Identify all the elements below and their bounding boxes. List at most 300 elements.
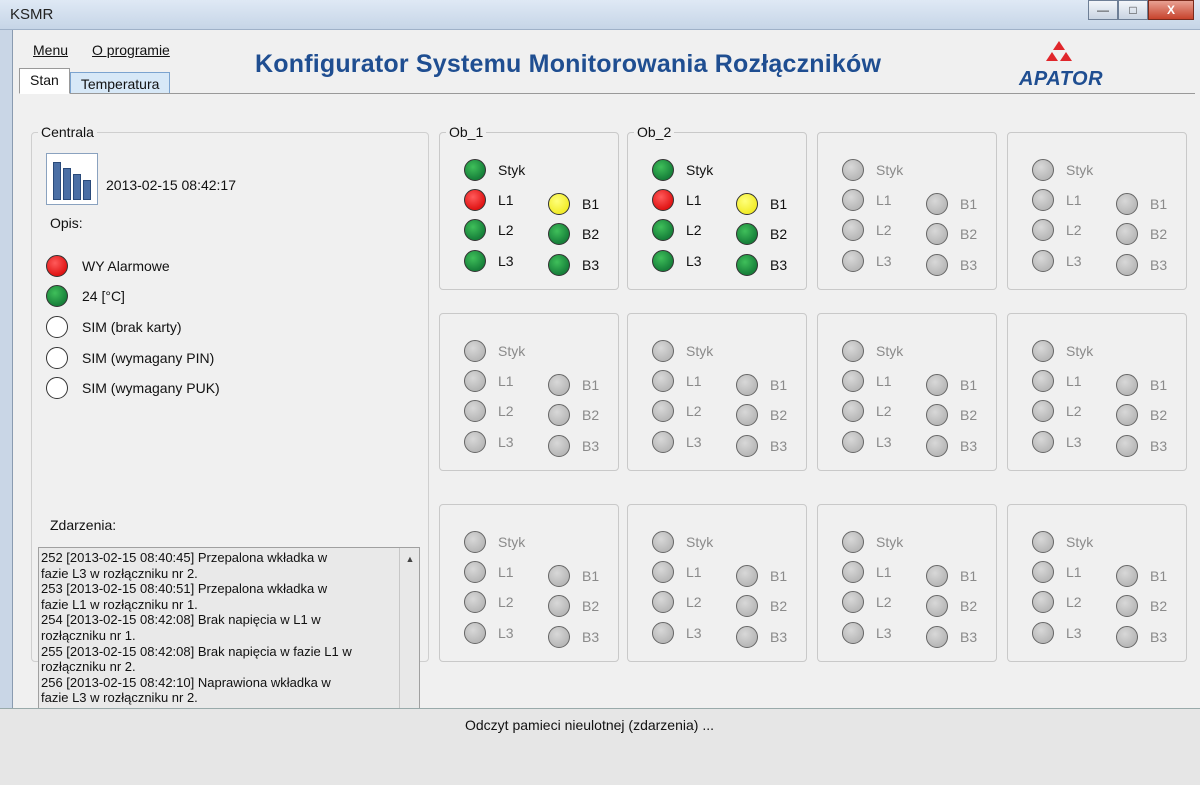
menu-item-menu[interactable]: Menu — [33, 42, 69, 58]
centrala-group — [31, 124, 429, 706]
led-indicator — [926, 435, 948, 457]
object-panel-11 — [817, 504, 997, 662]
led-indicator — [842, 250, 864, 272]
led-indicator — [1032, 159, 1054, 181]
indicator-label: L1 — [498, 192, 514, 208]
indicator-label: L3 — [1066, 434, 1082, 450]
led-indicator — [46, 255, 68, 277]
close-button[interactable]: X — [1148, 0, 1194, 20]
indicator-label: L1 — [498, 373, 514, 389]
led-indicator — [926, 626, 948, 648]
led-indicator — [464, 531, 486, 553]
led-indicator — [1032, 250, 1054, 272]
menu-item-o-programie[interactable]: O programie — [92, 42, 170, 58]
indicator-label: L3 — [498, 253, 514, 269]
indicator-label: B1 — [770, 377, 788, 393]
led-indicator — [652, 370, 674, 392]
led-indicator — [652, 219, 674, 241]
indicator-b2 — [926, 223, 977, 245]
indicator-b3 — [1116, 435, 1167, 457]
indicator-label: B1 — [960, 196, 978, 212]
led-indicator — [548, 374, 570, 396]
indicator-l1 — [842, 189, 892, 211]
led-indicator — [1116, 626, 1138, 648]
led-indicator — [46, 347, 68, 369]
event-line: fazie L3 w rozłączniku nr 2. — [41, 690, 198, 706]
indicator-label: L3 — [686, 253, 702, 269]
led-indicator — [736, 374, 758, 396]
indicator-b2 — [548, 595, 599, 617]
indicator-b2 — [736, 595, 787, 617]
led-indicator — [548, 223, 570, 245]
indicator-styk — [652, 531, 713, 553]
object-panel-4 — [1007, 132, 1187, 290]
object-panel-legend: Ob_1 — [446, 124, 486, 140]
window-titlebar — [0, 0, 1200, 30]
indicator-label: B2 — [960, 226, 978, 242]
event-line: 255 [2013-02-15 08:42:08] Brak napięcia w fazie L1 w — [41, 643, 352, 659]
led-indicator — [842, 219, 864, 241]
led-indicator — [926, 374, 948, 396]
status-sim-brak-karty — [46, 316, 182, 338]
indicator-b2 — [926, 595, 977, 617]
led-indicator — [548, 626, 570, 648]
indicator-label: B1 — [770, 568, 788, 584]
status-bar — [0, 708, 1200, 785]
indicator-label: Styk — [1066, 534, 1094, 550]
centrala-timestamp: 2013-02-15 08:42:17 — [106, 177, 236, 193]
indicator-b3 — [1116, 254, 1167, 276]
indicator-label: B1 — [582, 568, 600, 584]
led-indicator — [1116, 193, 1138, 215]
indicator-l2 — [652, 219, 702, 241]
led-indicator — [464, 219, 486, 241]
led-indicator — [842, 370, 864, 392]
object-panel-6 — [627, 313, 807, 471]
events-label: Zdarzenia: — [50, 517, 117, 533]
indicator-b1 — [736, 193, 787, 215]
led-indicator — [1032, 400, 1054, 422]
indicator-label: L1 — [876, 373, 892, 389]
led-indicator — [926, 193, 948, 215]
led-indicator — [1116, 404, 1138, 426]
bar-chart-icon — [46, 153, 98, 205]
status-label: WY Alarmowe — [82, 258, 170, 274]
apator-logo-icon — [1045, 40, 1073, 66]
event-line: 252 [2013-02-15 08:40:45] Przepalona wkładka w — [41, 550, 328, 565]
led-indicator — [548, 435, 570, 457]
indicator-l1 — [1032, 189, 1082, 211]
indicator-label: Styk — [876, 162, 904, 178]
led-indicator — [548, 595, 570, 617]
object-panel-10 — [627, 504, 807, 662]
indicator-label: B2 — [1150, 407, 1168, 423]
led-indicator — [464, 400, 486, 422]
event-line: fazie L3 w rozłączniku nr 2. — [41, 565, 198, 581]
led-indicator — [464, 189, 486, 211]
indicator-l2 — [842, 400, 892, 422]
led-indicator — [1116, 254, 1138, 276]
indicator-label: L3 — [1066, 625, 1082, 641]
led-indicator — [1032, 431, 1054, 453]
indicator-styk — [842, 159, 903, 181]
led-indicator — [926, 223, 948, 245]
indicator-styk — [1032, 531, 1093, 553]
indicator-b1 — [548, 565, 599, 587]
indicator-styk — [1032, 340, 1093, 362]
led-indicator — [1032, 531, 1054, 553]
led-indicator — [736, 565, 758, 587]
indicator-b2 — [548, 223, 599, 245]
indicator-label: L2 — [1066, 222, 1082, 238]
led-indicator — [652, 431, 674, 453]
led-indicator — [1116, 223, 1138, 245]
indicator-l3 — [842, 622, 892, 644]
indicator-label: L2 — [498, 594, 514, 610]
indicator-b2 — [1116, 404, 1167, 426]
indicator-b2 — [926, 404, 977, 426]
led-indicator — [736, 626, 758, 648]
indicator-l2 — [1032, 400, 1082, 422]
status-temperature — [46, 285, 125, 307]
led-indicator — [548, 404, 570, 426]
led-indicator — [548, 254, 570, 276]
led-indicator — [926, 404, 948, 426]
indicator-label: B3 — [582, 629, 600, 645]
indicator-label: Styk — [498, 534, 526, 550]
indicator-l3 — [1032, 622, 1082, 644]
led-indicator — [1032, 622, 1054, 644]
indicator-label: L1 — [498, 564, 514, 580]
indicator-label: Styk — [876, 534, 904, 550]
indicator-label: L1 — [1066, 373, 1082, 389]
led-indicator — [464, 250, 486, 272]
status-label: 24 [°C] — [82, 288, 125, 304]
indicator-label: B3 — [1150, 257, 1168, 273]
led-indicator — [652, 622, 674, 644]
indicator-label: B3 — [960, 438, 978, 454]
indicator-b1 — [736, 374, 787, 396]
led-indicator — [652, 531, 674, 553]
indicator-l2 — [1032, 219, 1082, 241]
indicator-l1 — [652, 370, 702, 392]
led-indicator — [736, 595, 758, 617]
indicator-b1 — [926, 374, 977, 396]
object-panel-7 — [817, 313, 997, 471]
events-list — [41, 550, 393, 706]
object-panel-3 — [817, 132, 997, 290]
indicator-label: L3 — [876, 253, 892, 269]
centrala-legend: Centrala — [38, 124, 97, 140]
led-indicator — [736, 254, 758, 276]
led-indicator — [842, 431, 864, 453]
indicator-label: Styk — [876, 343, 904, 359]
indicator-label: B2 — [960, 407, 978, 423]
indicator-label: Styk — [1066, 162, 1094, 178]
indicator-b1 — [1116, 374, 1167, 396]
indicator-b3 — [926, 626, 977, 648]
indicator-label: B1 — [770, 196, 788, 212]
indicator-l3 — [1032, 431, 1082, 453]
led-indicator — [842, 561, 864, 583]
indicator-label: Styk — [1066, 343, 1094, 359]
indicator-l3 — [464, 250, 514, 272]
indicator-label: B3 — [960, 257, 978, 273]
led-indicator — [652, 340, 674, 362]
object-panel-5 — [439, 313, 619, 471]
tab-temperatura[interactable]: Temperatura — [70, 72, 171, 94]
indicator-label: B3 — [960, 629, 978, 645]
indicator-label: L3 — [686, 625, 702, 641]
indicator-label: L3 — [498, 625, 514, 641]
indicator-label: L1 — [1066, 192, 1082, 208]
indicator-b2 — [548, 404, 599, 426]
led-indicator — [652, 561, 674, 583]
event-line: 254 [2013-02-15 08:42:08] Brak napięcia w L1 w — [41, 612, 321, 628]
indicator-l2 — [842, 219, 892, 241]
led-indicator — [46, 285, 68, 307]
indicator-b2 — [1116, 595, 1167, 617]
tab-divider — [19, 93, 1195, 94]
indicator-l1 — [652, 561, 702, 583]
opis-label: Opis: — [50, 215, 83, 231]
indicator-label: B3 — [770, 438, 788, 454]
indicator-label: L2 — [686, 222, 702, 238]
status-sim-puk — [46, 377, 220, 399]
led-indicator — [46, 377, 68, 399]
window-title: KSMR — [10, 6, 54, 23]
main-window — [12, 30, 1200, 708]
indicator-label: L3 — [686, 434, 702, 450]
indicator-b1 — [1116, 565, 1167, 587]
indicator-l3 — [842, 431, 892, 453]
indicator-b3 — [926, 254, 977, 276]
indicator-label: L3 — [876, 434, 892, 450]
indicator-l3 — [464, 431, 514, 453]
led-indicator — [1032, 189, 1054, 211]
indicator-label: L1 — [686, 564, 702, 580]
led-indicator — [842, 622, 864, 644]
indicator-label: L1 — [1066, 564, 1082, 580]
indicator-label: B2 — [770, 598, 788, 614]
led-indicator — [464, 159, 486, 181]
indicator-label: L2 — [686, 403, 702, 419]
led-indicator — [1032, 591, 1054, 613]
indicator-l1 — [464, 370, 514, 392]
object-panel-9 — [439, 504, 619, 662]
led-indicator — [736, 193, 758, 215]
indicator-label: B1 — [582, 196, 600, 212]
indicator-b1 — [1116, 193, 1167, 215]
led-indicator — [652, 189, 674, 211]
indicator-label: Styk — [686, 343, 714, 359]
led-indicator — [652, 400, 674, 422]
status-label: SIM (wymagany PIN) — [82, 350, 215, 366]
indicator-styk — [842, 531, 903, 553]
status-label: SIM (brak karty) — [82, 319, 182, 335]
status-label: SIM (wymagany PUK) — [82, 380, 220, 396]
indicator-b1 — [548, 374, 599, 396]
event-line: 253 [2013-02-15 08:40:51] Przepalona wkładka w — [41, 581, 328, 597]
indicator-b3 — [736, 626, 787, 648]
indicator-l2 — [464, 219, 514, 241]
indicator-l3 — [1032, 250, 1082, 272]
indicator-label: B2 — [582, 598, 600, 614]
tab-stan[interactable]: Stan — [19, 68, 70, 94]
indicator-l2 — [652, 400, 702, 422]
indicator-styk — [464, 340, 525, 362]
led-indicator — [842, 591, 864, 613]
indicator-l1 — [652, 189, 702, 211]
led-indicator — [652, 250, 674, 272]
indicator-label: L3 — [1066, 253, 1082, 269]
scroll-up-icon[interactable]: ▲ — [405, 554, 415, 564]
led-indicator — [1116, 595, 1138, 617]
indicator-b1 — [548, 193, 599, 215]
led-indicator — [736, 404, 758, 426]
tab-strip — [19, 68, 170, 94]
indicator-b3 — [736, 254, 787, 276]
indicator-l2 — [652, 591, 702, 613]
led-indicator — [842, 159, 864, 181]
indicator-label: L2 — [498, 403, 514, 419]
led-indicator — [926, 595, 948, 617]
led-indicator — [548, 193, 570, 215]
app-title: Konfigurator Systemu Monitorowania Rozłączników — [255, 50, 882, 78]
indicator-label: L2 — [876, 403, 892, 419]
led-indicator — [1032, 370, 1054, 392]
window-controls — [1088, 0, 1194, 22]
indicator-label: Styk — [498, 162, 526, 178]
indicator-label: B3 — [770, 629, 788, 645]
indicator-label: B3 — [1150, 438, 1168, 454]
object-panel-8 — [1007, 313, 1187, 471]
led-indicator — [736, 435, 758, 457]
minimize-button[interactable]: — — [1088, 0, 1118, 20]
indicator-styk — [652, 340, 713, 362]
indicator-label: L2 — [498, 222, 514, 238]
led-indicator — [464, 431, 486, 453]
indicator-label: B1 — [582, 377, 600, 393]
object-panel-legend: Ob_2 — [634, 124, 674, 140]
indicator-label: L3 — [498, 434, 514, 450]
indicator-label: B2 — [1150, 598, 1168, 614]
led-indicator — [1116, 565, 1138, 587]
indicator-l2 — [464, 591, 514, 613]
indicator-styk — [464, 531, 525, 553]
indicator-l1 — [842, 561, 892, 583]
indicator-l1 — [464, 561, 514, 583]
indicator-l2 — [842, 591, 892, 613]
indicator-label: B1 — [1150, 377, 1168, 393]
led-indicator — [842, 400, 864, 422]
indicator-label: L1 — [686, 373, 702, 389]
status-sim-pin — [46, 347, 214, 369]
led-indicator — [464, 591, 486, 613]
indicator-styk — [842, 340, 903, 362]
led-indicator — [1032, 340, 1054, 362]
indicator-b3 — [548, 435, 599, 457]
indicator-label: B3 — [582, 257, 600, 273]
indicator-label: B1 — [1150, 196, 1168, 212]
indicator-b3 — [548, 626, 599, 648]
led-indicator — [926, 254, 948, 276]
led-indicator — [1116, 374, 1138, 396]
led-indicator — [1032, 219, 1054, 241]
indicator-label: L3 — [876, 625, 892, 641]
indicator-styk — [652, 159, 713, 181]
indicator-b3 — [548, 254, 599, 276]
led-indicator — [736, 223, 758, 245]
indicator-b1 — [926, 193, 977, 215]
indicator-l1 — [464, 189, 514, 211]
indicator-l1 — [1032, 370, 1082, 392]
indicator-label: L2 — [1066, 594, 1082, 610]
object-panel-12 — [1007, 504, 1187, 662]
event-line: fazie L1 w rozłączniku nr 1. — [41, 596, 198, 612]
led-indicator — [464, 340, 486, 362]
maximize-button[interactable]: □ — [1118, 0, 1148, 20]
indicator-label: Styk — [686, 534, 714, 550]
led-indicator — [1032, 561, 1054, 583]
indicator-label: L2 — [876, 222, 892, 238]
indicator-label: B2 — [960, 598, 978, 614]
indicator-styk — [464, 159, 525, 181]
indicator-label: L1 — [876, 564, 892, 580]
indicator-label: L2 — [1066, 403, 1082, 419]
apator-logo — [1003, 40, 1123, 90]
indicator-l3 — [652, 250, 702, 272]
indicator-label: B1 — [1150, 568, 1168, 584]
indicator-label: B2 — [1150, 226, 1168, 242]
indicator-b3 — [1116, 626, 1167, 648]
led-indicator — [548, 565, 570, 587]
indicator-l3 — [652, 431, 702, 453]
event-line: rozłączniku nr 1. — [41, 627, 136, 643]
led-indicator — [1116, 435, 1138, 457]
indicator-l3 — [842, 250, 892, 272]
led-indicator — [842, 189, 864, 211]
led-indicator — [926, 565, 948, 587]
indicator-b2 — [736, 404, 787, 426]
indicator-label: L2 — [876, 594, 892, 610]
indicator-label: B3 — [582, 438, 600, 454]
status-wy-alarmowe — [46, 255, 170, 277]
indicator-label: L1 — [686, 192, 702, 208]
indicator-label: B3 — [770, 257, 788, 273]
menu-bar — [33, 42, 170, 58]
led-indicator — [842, 340, 864, 362]
led-indicator — [464, 622, 486, 644]
indicator-label: Styk — [686, 162, 714, 178]
indicator-label: B2 — [582, 407, 600, 423]
led-indicator — [464, 561, 486, 583]
indicator-b3 — [736, 435, 787, 457]
indicator-label: B3 — [1150, 629, 1168, 645]
object-panel-2 — [627, 124, 807, 290]
indicator-l2 — [464, 400, 514, 422]
indicator-b2 — [736, 223, 787, 245]
indicator-b1 — [736, 565, 787, 587]
led-indicator — [46, 316, 68, 338]
indicator-b3 — [926, 435, 977, 457]
indicator-b1 — [926, 565, 977, 587]
event-line: 256 [2013-02-15 08:42:10] Naprawiona wkładka w — [41, 674, 331, 690]
apator-logo-text: APATOR — [1018, 68, 1104, 90]
indicator-l2 — [1032, 591, 1082, 613]
indicator-label: B1 — [960, 377, 978, 393]
event-line: rozłączniku nr 2. — [41, 659, 136, 675]
